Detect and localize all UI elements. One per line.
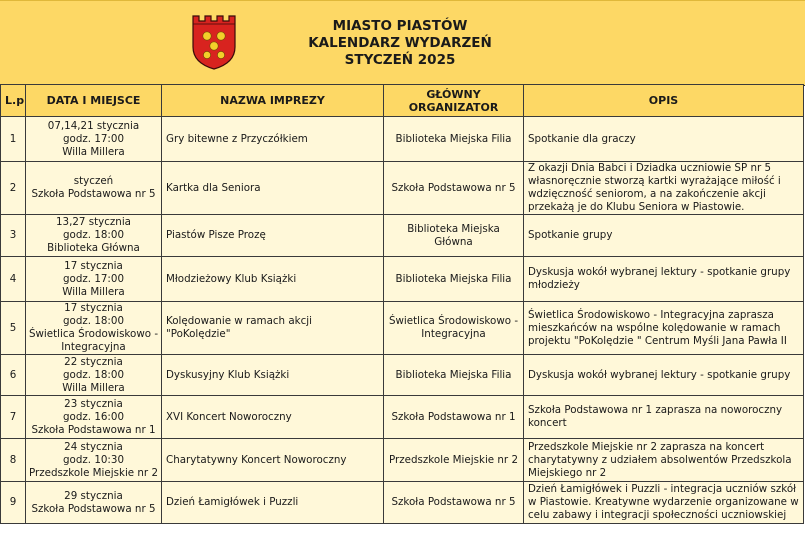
column-header-date: DATA I MIEJSCE bbox=[26, 85, 162, 117]
cell-date: 07,14,21 stycznia godz. 17:00 Willa Millera bbox=[26, 117, 162, 162]
cell-name: Młodzieżowy Klub Książki bbox=[162, 257, 384, 302]
cell-organizer: Biblioteka Miejska Filia bbox=[384, 257, 524, 302]
table-row bbox=[1, 482, 804, 524]
cell-name: Piastów Pisze Prozę bbox=[162, 215, 384, 257]
cell-name: XVI Koncert Noworoczny bbox=[162, 396, 384, 439]
table-header-row bbox=[1, 85, 804, 117]
cell-organizer: Szkoła Podstawowa nr 5 bbox=[384, 162, 524, 215]
table-row bbox=[1, 396, 804, 439]
cell-organizer: Szkoła Podstawowa nr 1 bbox=[384, 396, 524, 439]
cell-description: Z okazji Dnia Babci i Dziadka uczniowie SP nr 5 własnoręcznie stworzą kartki wyrażające miłość i wdzięczność seniorom, a na zakończenie akcji przekażą je do Klubu Seniora w Piastowie. bbox=[524, 162, 804, 215]
cell-lp: 4 bbox=[1, 257, 26, 302]
events-table bbox=[0, 84, 804, 524]
cell-organizer: Biblioteka Miejska Filia bbox=[384, 117, 524, 162]
cell-lp: 6 bbox=[1, 355, 26, 396]
table-row bbox=[1, 302, 804, 355]
table-row bbox=[1, 355, 804, 396]
cell-date: styczeń Szkoła Podstawowa nr 5 bbox=[26, 162, 162, 215]
cell-lp: 1 bbox=[1, 117, 26, 162]
column-header-description: OPIS bbox=[524, 85, 804, 117]
table-row bbox=[1, 215, 804, 257]
cell-description: Dzień Łamigłówek i Puzzli - integracja uczniów szkół w Piastowie. Kreatywne wydarzenie organizowane w celu zabawy i integracji społeczności uczniowskiej bbox=[524, 482, 804, 524]
cell-description: Szkoła Podstawowa nr 1 zaprasza na noworoczny koncert bbox=[524, 396, 804, 439]
cell-date: 22 stycznia godz. 18:00 Willa Millera bbox=[26, 355, 162, 396]
cell-date: 29 stycznia Szkoła Podstawowa nr 5 bbox=[26, 482, 162, 524]
page-title: MIASTO PIASTÓW bbox=[332, 18, 468, 34]
cell-organizer: Przedszkole Miejskie nr 2 bbox=[384, 439, 524, 482]
cell-date: 13,27 stycznia godz. 18:00 Biblioteka Główna bbox=[26, 215, 162, 257]
cell-lp: 5 bbox=[1, 302, 26, 355]
cell-lp: 9 bbox=[1, 482, 26, 524]
cell-organizer: Świetlica Środowiskowo - Integracyjna bbox=[384, 302, 524, 355]
table-row bbox=[1, 162, 804, 215]
column-header-lp: L.p bbox=[1, 85, 26, 117]
column-header-organizer: GŁÓWNY ORGANIZATOR bbox=[384, 85, 524, 117]
cell-name: Kartka dla Seniora bbox=[162, 162, 384, 215]
cell-lp: 7 bbox=[1, 396, 26, 439]
cell-name: Dyskusyjny Klub Książki bbox=[162, 355, 384, 396]
cell-name: Kolędowanie w ramach akcji "PoKolędzie" bbox=[162, 302, 384, 355]
cell-description: Spotkanie dla graczy bbox=[524, 117, 804, 162]
cell-description: Przedszkole Miejskie nr 2 zaprasza na koncert charytatywny z udziałem absolwentów Przedszkola Miejskiego nr 2 bbox=[524, 439, 804, 482]
cell-lp: 3 bbox=[1, 215, 26, 257]
cell-description: Świetlica Środowiskowo - Integracyjna zaprasza mieszkańców na wspólne kolędowanie w ramach projektu "PoKolędzie " Centrum Myśli Jana Pawła II bbox=[524, 302, 804, 355]
coat-of-arms-icon bbox=[190, 13, 238, 71]
header-titles bbox=[275, 18, 525, 69]
column-header-name: NAZWA IMPREZY bbox=[162, 85, 384, 117]
cell-date: 24 stycznia godz. 10:30 Przedszkole Miejskie nr 2 bbox=[26, 439, 162, 482]
cell-name: Charytatywny Koncert Noworoczny bbox=[162, 439, 384, 482]
table-row bbox=[1, 117, 804, 162]
page-subtitle: KALENDARZ WYDARZEŃ bbox=[308, 35, 492, 51]
cell-description: Dyskusja wokół wybranej lektury - spotkanie grupy młodzieży bbox=[524, 257, 804, 302]
cell-name: Dzień Łamigłówek i Puzzli bbox=[162, 482, 384, 524]
cell-lp: 8 bbox=[1, 439, 26, 482]
table-row bbox=[1, 439, 804, 482]
table-row bbox=[1, 257, 804, 302]
cell-date: 17 stycznia godz. 17:00 Willa Millera bbox=[26, 257, 162, 302]
header-banner bbox=[0, 0, 805, 86]
cell-description: Spotkanie grupy bbox=[524, 215, 804, 257]
page-period: STYCZEŃ 2025 bbox=[344, 52, 456, 68]
cell-date: 23 stycznia godz. 16:00 Szkoła Podstawowa nr 1 bbox=[26, 396, 162, 439]
cell-description: Dyskusja wokół wybranej lektury - spotkanie grupy bbox=[524, 355, 804, 396]
cell-name: Gry bitewne z Przyczółkiem bbox=[162, 117, 384, 162]
cell-date: 17 stycznia godz. 18:00 Świetlica Środowiskowo - Integracyjna bbox=[26, 302, 162, 355]
cell-organizer: Szkoła Podstawowa nr 5 bbox=[384, 482, 524, 524]
cell-organizer: Biblioteka Miejska Filia bbox=[384, 355, 524, 396]
cell-lp: 2 bbox=[1, 162, 26, 215]
cell-organizer: Biblioteka Miejska Główna bbox=[384, 215, 524, 257]
